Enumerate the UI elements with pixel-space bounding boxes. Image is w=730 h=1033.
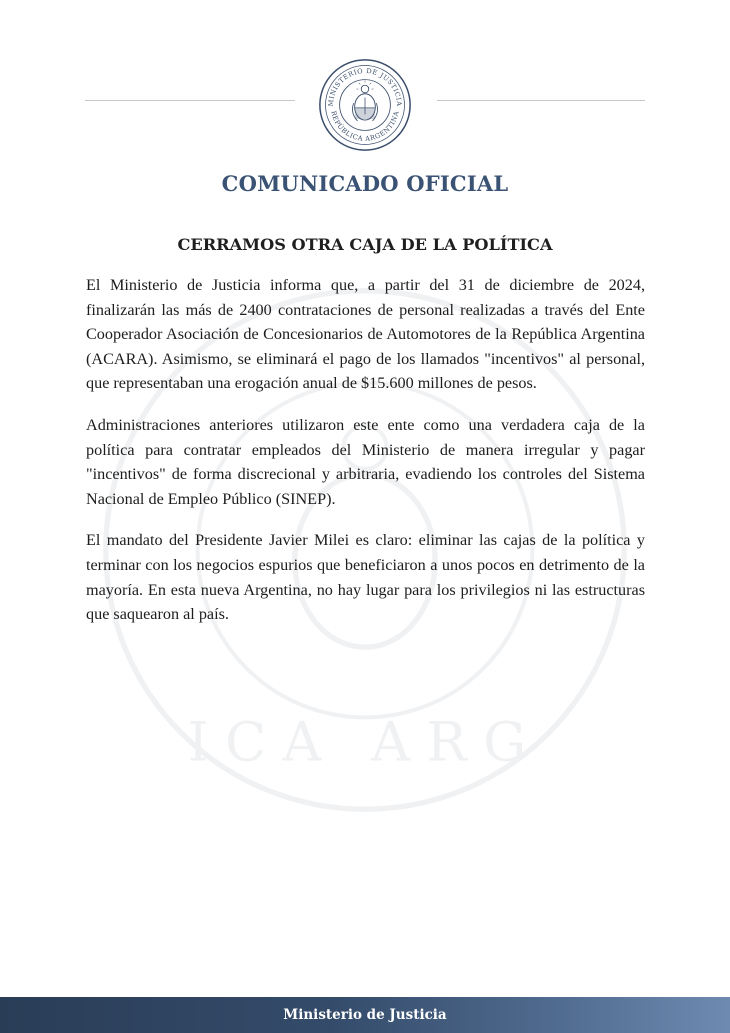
svg-text:ICA ARG: ICA ARG	[187, 710, 543, 774]
article-body	[86, 273, 645, 644]
header-divider-right	[437, 100, 645, 101]
svg-text:MINISTERIO DE JUSTICIA: MINISTERIO DE JUSTICIA	[326, 66, 404, 107]
ministry-seal-logo	[318, 58, 412, 152]
paragraph-1: El Ministerio de Justicia informa que, a partir del 31 de diciembre de 2024, finalizarán las más de 2400 contrataciones de personal realizadas a través del Ente Cooperador Asociación de Concesionarios de Automotores de la República Argentina (ACARA). Asimismo, se eliminará el pago de los llamados "incentivos" al personal, que representaban una erogación anual de $15.600 millones de pesos.	[86, 276, 645, 393]
paragraph-2: Administraciones anteriores utilizaron este ente como una verdadera caja de la política para contratar empleados del Ministerio de manera irregular y pagar "incentivos" de forma discrecional y arbitraria, evadiendo los controles del Sistema Nacional de Empleo Público (SINEP).	[86, 415, 645, 508]
page-title: COMUNICADO OFICIAL	[221, 171, 509, 196]
article-heading: CERRAMOS OTRA CAJA DE LA POLÍTICA	[177, 235, 553, 254]
footer-bar	[0, 997, 730, 1033]
svg-text:REPÚBLICA ARGENTINA: REPÚBLICA ARGENTINA	[329, 110, 401, 143]
header-divider-left	[85, 100, 295, 101]
footer-label: Ministerio de Justicia	[283, 1007, 447, 1023]
paragraph-3: El mandato del Presidente Javier Milei es claro: eliminar las cajas de la política y terminar con los negocios espurios que beneficiaron a unos pocos en detrimento de la mayoría. En esta nueva Argentina, no hay lugar para los privilegios ni las estructuras que saquearon al país.	[86, 531, 645, 624]
